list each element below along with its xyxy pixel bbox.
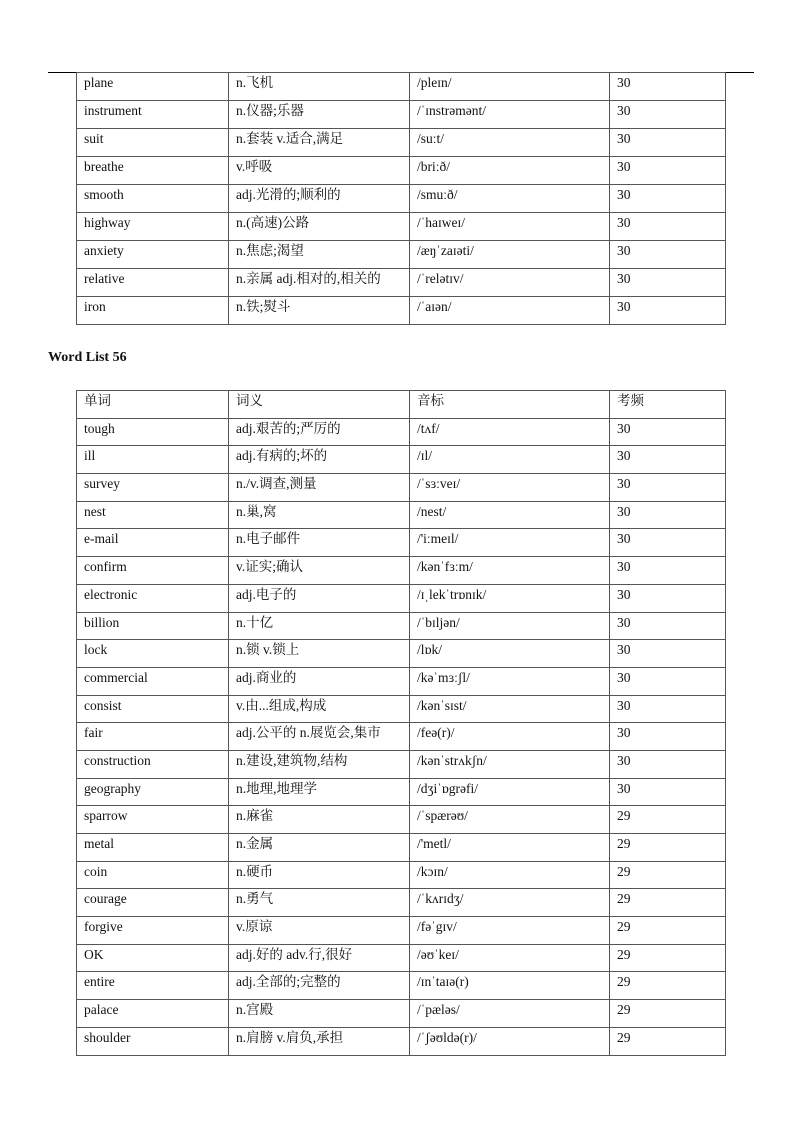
word-cell: consist — [77, 695, 229, 723]
phonetic-cell: /kəˈmɜːʃl/ — [410, 667, 610, 695]
table-row — [77, 806, 726, 834]
meaning-cell: adj.商业的 — [229, 667, 410, 695]
table-row — [77, 1027, 726, 1055]
table-row — [77, 1000, 726, 1028]
phonetic-cell: /kɔɪn/ — [410, 861, 610, 889]
frequency-cell: 29 — [610, 806, 726, 834]
meaning-cell: n.勇气 — [229, 889, 410, 917]
frequency-cell: 30 — [610, 474, 726, 502]
word-cell: e-mail — [77, 529, 229, 557]
table-row — [77, 474, 726, 502]
meaning-cell: n.飞机 — [229, 73, 410, 101]
meaning-cell: adj.电子的 — [229, 584, 410, 612]
phonetic-cell: /ˈrelətɪv/ — [410, 269, 610, 297]
frequency-cell: 29 — [610, 889, 726, 917]
phonetic-cell: /kənˈfɜːm/ — [410, 557, 610, 585]
meaning-cell: n.宫殿 — [229, 1000, 410, 1028]
frequency-cell: 30 — [610, 529, 726, 557]
word-cell: forgive — [77, 917, 229, 945]
table-row — [77, 889, 726, 917]
word-cell: billion — [77, 612, 229, 640]
phonetic-cell: /lɒk/ — [410, 640, 610, 668]
phonetic-cell: /ˈɪnstrəmənt/ — [410, 101, 610, 129]
word-cell: courage — [77, 889, 229, 917]
table-row — [77, 917, 726, 945]
meaning-cell: v.呼吸 — [229, 157, 410, 185]
frequency-cell: 30 — [610, 241, 726, 269]
word-cell: metal — [77, 834, 229, 862]
meaning-cell: n.金属 — [229, 834, 410, 862]
phonetic-cell: /briːð/ — [410, 157, 610, 185]
word-cell: tough — [77, 418, 229, 446]
phonetic-cell: /ɪˌlekˈtrɒnɪk/ — [410, 584, 610, 612]
phonetic-cell: /fəˈgɪv/ — [410, 917, 610, 945]
meaning-cell: n.铁;熨斗 — [229, 297, 410, 325]
table-row — [77, 73, 726, 101]
frequency-cell: 30 — [610, 269, 726, 297]
frequency-cell: 30 — [610, 640, 726, 668]
phonetic-cell: /ɪnˈtaɪə(r) — [410, 972, 610, 1000]
phonetic-cell: /ˈhaɪweɪ/ — [410, 213, 610, 241]
meaning-cell: n.仪器;乐器 — [229, 101, 410, 129]
frequency-cell: 30 — [610, 723, 726, 751]
phonetic-cell: /tʌf/ — [410, 418, 610, 446]
frequency-cell: 30 — [610, 446, 726, 474]
word-cell: survey — [77, 474, 229, 502]
meaning-cell: v.由...组成,构成 — [229, 695, 410, 723]
meaning-cell: adj.公平的 n.展览会,集市 — [229, 723, 410, 751]
table-row — [77, 185, 726, 213]
word-cell: ill — [77, 446, 229, 474]
word-header: 单词 — [77, 391, 229, 419]
word-cell: nest — [77, 501, 229, 529]
phonetic-cell: /'metl/ — [410, 834, 610, 862]
table-row — [77, 297, 726, 325]
table-row — [77, 584, 726, 612]
phonetic-cell: /pleɪn/ — [410, 73, 610, 101]
frequency-cell: 30 — [610, 501, 726, 529]
frequency-cell: 30 — [610, 612, 726, 640]
table-row — [77, 241, 726, 269]
meaning-header: 词义 — [229, 391, 410, 419]
vocab-table-continued — [76, 72, 726, 325]
word-cell: smooth — [77, 185, 229, 213]
meaning-cell: n.麻雀 — [229, 806, 410, 834]
phonetic-cell: /kənˈsɪst/ — [410, 695, 610, 723]
table-row — [77, 944, 726, 972]
meaning-cell: n.地理,地理学 — [229, 778, 410, 806]
word-cell: commercial — [77, 667, 229, 695]
table-row — [77, 557, 726, 585]
table-row — [77, 778, 726, 806]
frequency-cell: 29 — [610, 1027, 726, 1055]
frequency-cell: 30 — [610, 667, 726, 695]
frequency-cell: 29 — [610, 972, 726, 1000]
table-header-row — [77, 391, 726, 419]
meaning-cell: n.锁 v.锁上 — [229, 640, 410, 668]
table-row — [77, 695, 726, 723]
frequency-cell: 30 — [610, 185, 726, 213]
frequency-cell: 29 — [610, 1000, 726, 1028]
frequency-cell: 30 — [610, 129, 726, 157]
phonetic-cell: /ˈaɪən/ — [410, 297, 610, 325]
phonetic-cell: /əʊˈkeɪ/ — [410, 944, 610, 972]
frequency-cell: 30 — [610, 213, 726, 241]
word-cell: coin — [77, 861, 229, 889]
phonetic-cell: /smuːð/ — [410, 185, 610, 213]
meaning-cell: adj.好的 adv.行,很好 — [229, 944, 410, 972]
table-row — [77, 640, 726, 668]
table-row — [77, 750, 726, 778]
phonetic-cell: /dʒiˈɒgrəfi/ — [410, 778, 610, 806]
table-row — [77, 667, 726, 695]
table-row — [77, 723, 726, 751]
word-cell: fair — [77, 723, 229, 751]
frequency-cell: 30 — [610, 557, 726, 585]
meaning-cell: n./v.调查,测量 — [229, 474, 410, 502]
word-cell: construction — [77, 750, 229, 778]
phonetic-cell: /ˈʃəʊldə(r)/ — [410, 1027, 610, 1055]
word-cell: breathe — [77, 157, 229, 185]
meaning-cell: v.证实;确认 — [229, 557, 410, 585]
phonetic-cell: /suːt/ — [410, 129, 610, 157]
phonetic-cell: /ˈkʌrɪdʒ/ — [410, 889, 610, 917]
meaning-cell: adj.艰苦的;严厉的 — [229, 418, 410, 446]
word-cell: suit — [77, 129, 229, 157]
frequency-cell: 30 — [610, 297, 726, 325]
meaning-cell: n.焦虑;渴望 — [229, 241, 410, 269]
frequency-cell: 30 — [610, 157, 726, 185]
meaning-cell: n.电子邮件 — [229, 529, 410, 557]
phonetic-cell: /æŋˈzaɪəti/ — [410, 241, 610, 269]
meaning-cell: adj.光滑的;顺利的 — [229, 185, 410, 213]
meaning-cell: adj.全部的;完整的 — [229, 972, 410, 1000]
phonetic-header: 音标 — [410, 391, 610, 419]
table-row — [77, 129, 726, 157]
phonetic-cell: /feə(r)/ — [410, 723, 610, 751]
word-cell: confirm — [77, 557, 229, 585]
frequency-cell: 30 — [610, 695, 726, 723]
meaning-cell: n.十亿 — [229, 612, 410, 640]
meaning-cell: v.原谅 — [229, 917, 410, 945]
frequency-cell: 30 — [610, 418, 726, 446]
table-row — [77, 446, 726, 474]
table-row — [77, 418, 726, 446]
word-cell: sparrow — [77, 806, 229, 834]
word-cell: palace — [77, 1000, 229, 1028]
word-cell: relative — [77, 269, 229, 297]
phonetic-cell: /ˈbɪljən/ — [410, 612, 610, 640]
frequency-cell: 29 — [610, 917, 726, 945]
word-cell: plane — [77, 73, 229, 101]
word-cell: iron — [77, 297, 229, 325]
table-row — [77, 213, 726, 241]
table-row — [77, 529, 726, 557]
table-row — [77, 861, 726, 889]
word-cell: electronic — [77, 584, 229, 612]
phonetic-cell: /ˈsɜːveɪ/ — [410, 474, 610, 502]
vocab-table-word-list-56 — [76, 390, 726, 1056]
phonetic-cell: /ˈspærəʊ/ — [410, 806, 610, 834]
phonetic-cell: /ˈpæləs/ — [410, 1000, 610, 1028]
phonetic-cell: /'iːmeɪl/ — [410, 529, 610, 557]
table-row — [77, 101, 726, 129]
phonetic-cell: /kənˈstrʌkʃn/ — [410, 750, 610, 778]
table-row — [77, 269, 726, 297]
phonetic-cell: /ɪl/ — [410, 446, 610, 474]
section-title: Word List 56 — [48, 350, 127, 365]
meaning-cell: n.(高速)公路 — [229, 213, 410, 241]
frequency-cell: 30 — [610, 750, 726, 778]
frequency-cell: 29 — [610, 861, 726, 889]
frequency-cell: 30 — [610, 778, 726, 806]
meaning-cell: n.套装 v.适合,满足 — [229, 129, 410, 157]
frequency-cell: 30 — [610, 584, 726, 612]
frequency-cell: 29 — [610, 944, 726, 972]
word-cell: shoulder — [77, 1027, 229, 1055]
word-cell: OK — [77, 944, 229, 972]
meaning-cell: n.硬币 — [229, 861, 410, 889]
frequency-cell: 30 — [610, 73, 726, 101]
meaning-cell: n.巢,窝 — [229, 501, 410, 529]
table-row — [77, 834, 726, 862]
word-cell: instrument — [77, 101, 229, 129]
frequency-cell: 30 — [610, 101, 726, 129]
table-row — [77, 612, 726, 640]
word-cell: lock — [77, 640, 229, 668]
word-cell: highway — [77, 213, 229, 241]
word-cell: anxiety — [77, 241, 229, 269]
meaning-cell: n.亲属 adj.相对的,相关的 — [229, 269, 410, 297]
table-row — [77, 972, 726, 1000]
meaning-cell: n.建设,建筑物,结构 — [229, 750, 410, 778]
meaning-cell: n.肩膀 v.肩负,承担 — [229, 1027, 410, 1055]
table-row — [77, 501, 726, 529]
phonetic-cell: /nest/ — [410, 501, 610, 529]
frequency-header: 考频 — [610, 391, 726, 419]
word-cell: entire — [77, 972, 229, 1000]
word-cell: geography — [77, 778, 229, 806]
table-row — [77, 157, 726, 185]
meaning-cell: adj.有病的;坏的 — [229, 446, 410, 474]
frequency-cell: 29 — [610, 834, 726, 862]
